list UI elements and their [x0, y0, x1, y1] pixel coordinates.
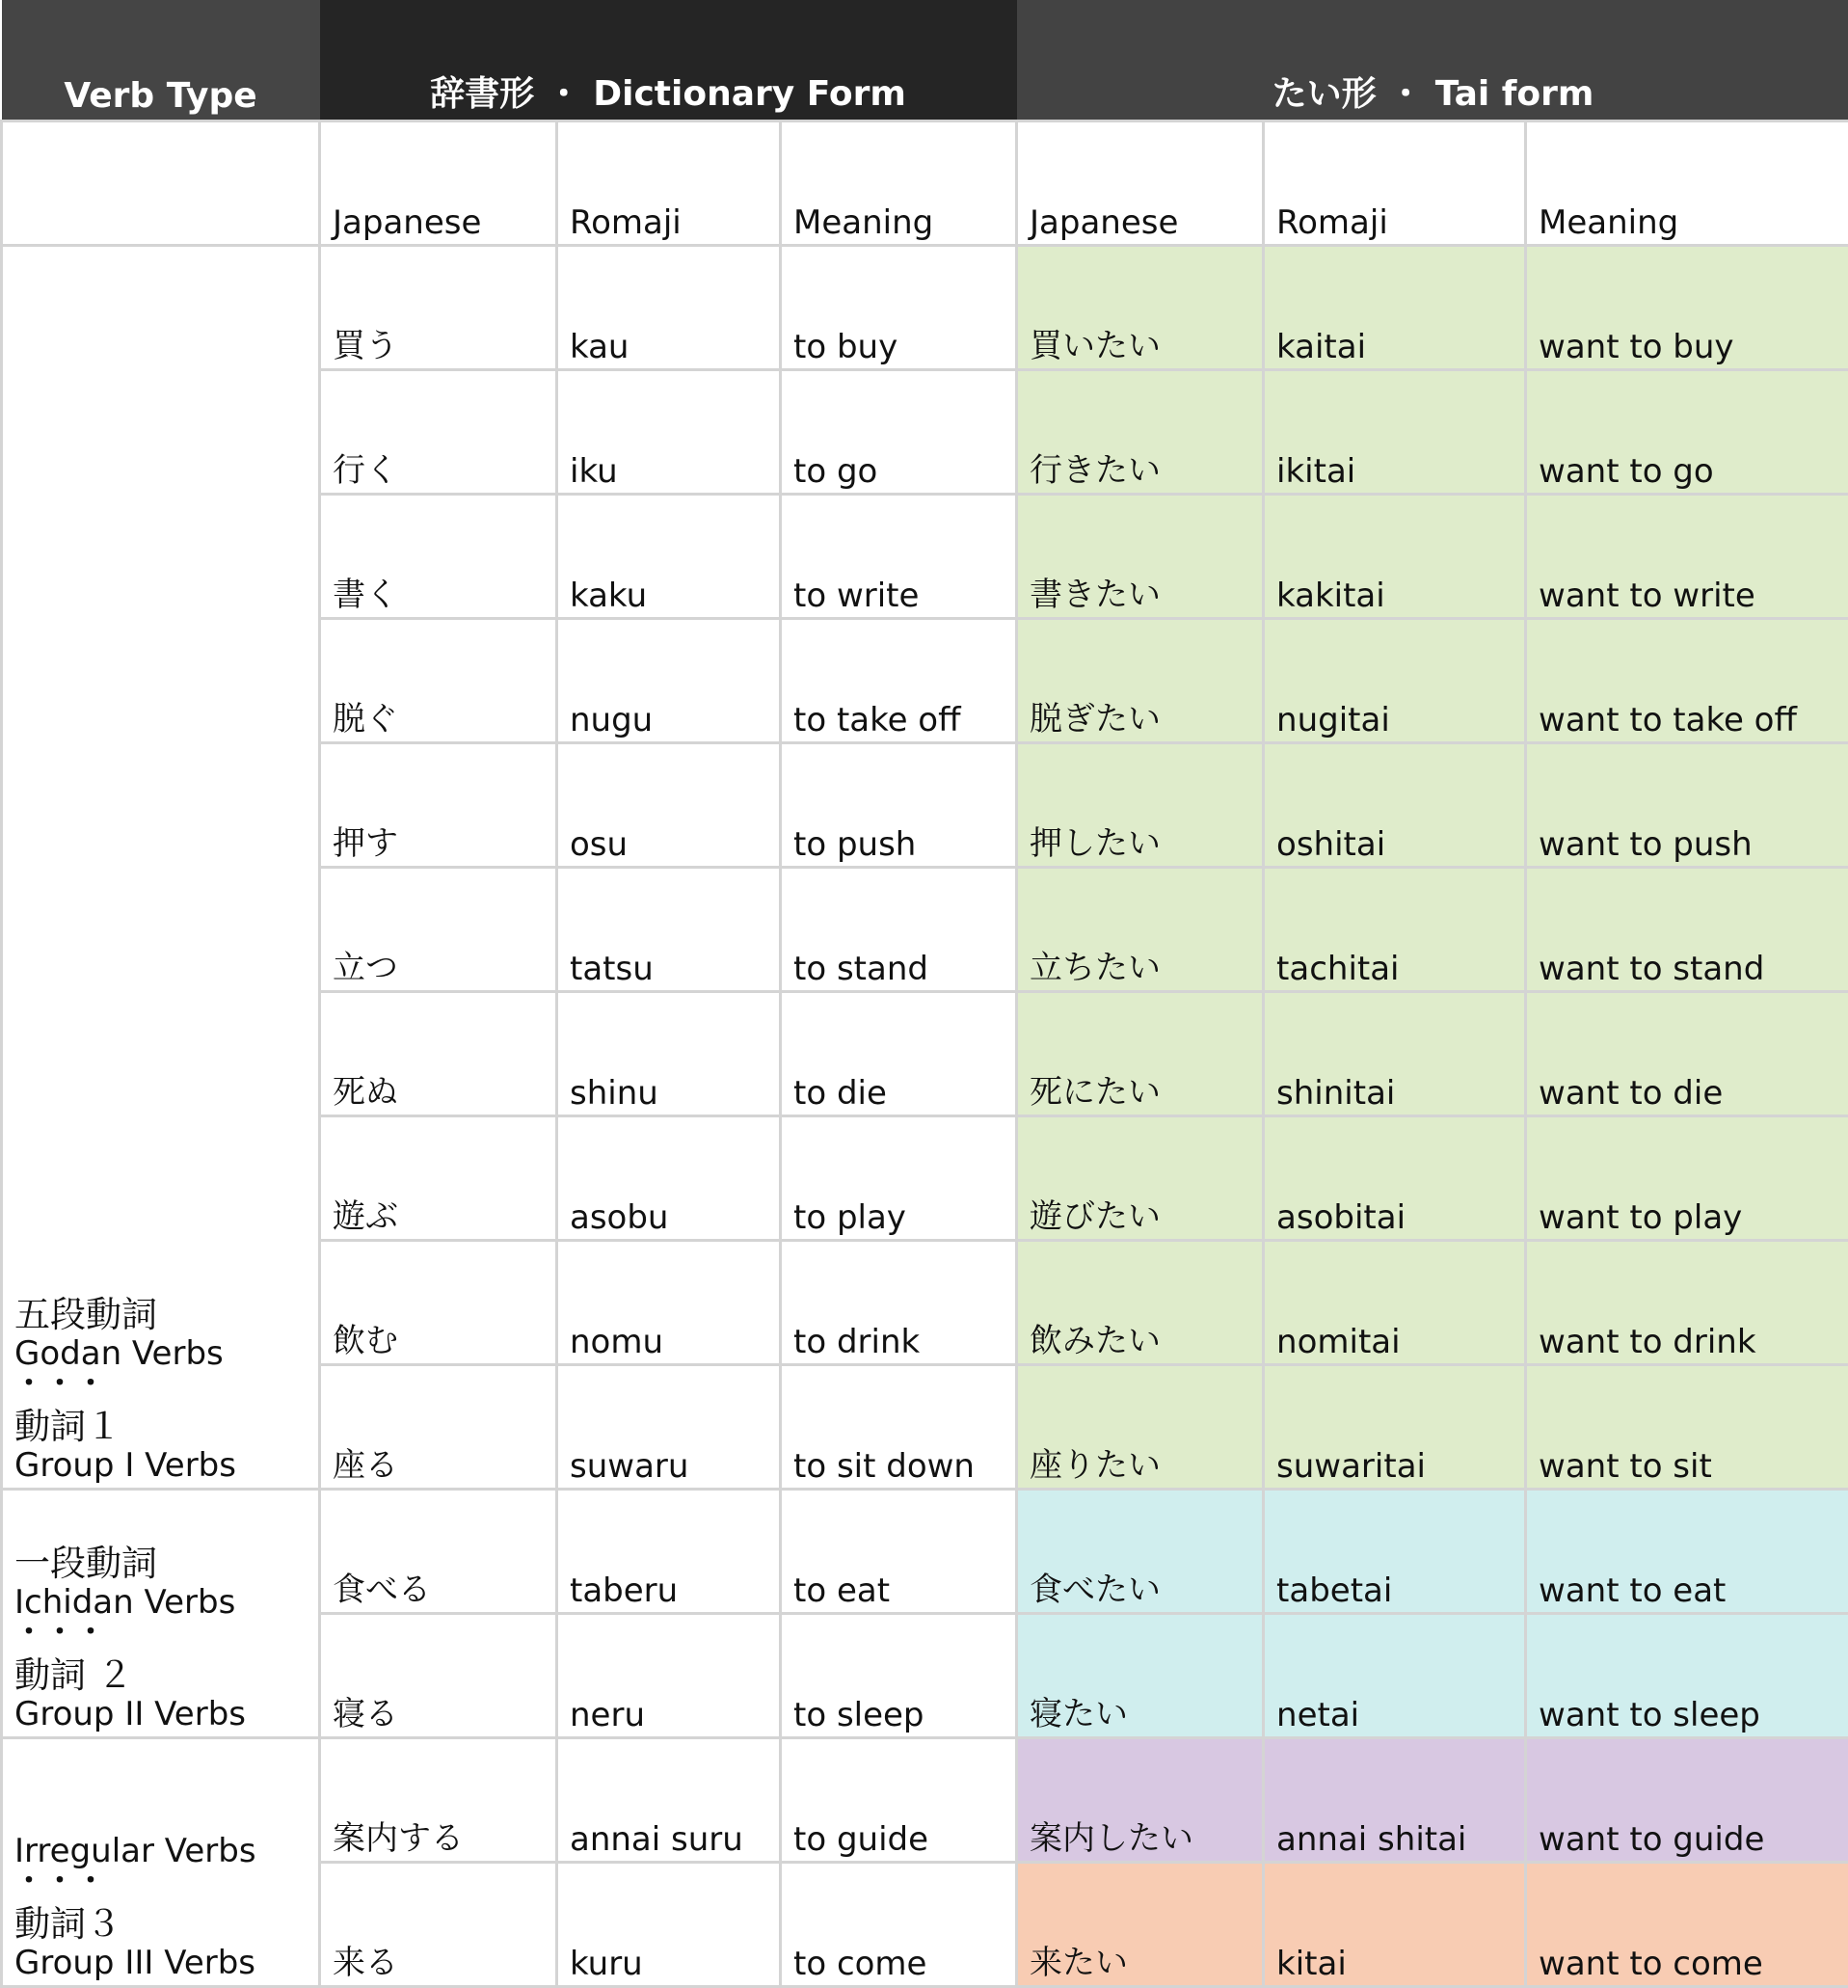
verb-type-line: Godan Verbs — [14, 1334, 318, 1374]
dict-japanese-cell: 寝る — [320, 1614, 557, 1738]
tai-meaning-cell: want to eat — [1526, 1490, 1848, 1614]
verb-type-line: Ichidan Verbs — [14, 1583, 318, 1623]
tai-japanese-cell: 脱ぎたい — [1017, 619, 1264, 743]
tai-japanese-cell: 立ちたい — [1017, 868, 1264, 992]
verb-type-line: ・・・ — [14, 1871, 318, 1904]
dict-romaji-cell: nomu — [557, 1241, 781, 1365]
tai-meaning-cell: want to sleep — [1526, 1614, 1848, 1738]
dict-meaning-cell: to guide — [781, 1738, 1017, 1863]
tai-romaji-cell: nomitai — [1264, 1241, 1526, 1365]
verb-type-cell — [2, 1490, 320, 1738]
tai-romaji-cell: suwaritai — [1264, 1365, 1526, 1490]
table-row — [2, 1738, 1848, 1863]
verb-type-line: Group I Verbs — [14, 1446, 318, 1486]
verb-type-line: 動詞 ２ — [14, 1655, 318, 1695]
column-header-tai-japanese: Japanese — [1017, 121, 1264, 246]
tai-romaji-cell: shinitai — [1264, 992, 1526, 1116]
tai-japanese-cell: 座りたい — [1017, 1365, 1264, 1490]
verb-type-line: 五段動詞 — [14, 1295, 318, 1334]
verb-type-line: Group III Verbs — [14, 1944, 318, 1983]
tai-japanese-cell: 買いたい — [1017, 246, 1264, 370]
tai-meaning-cell: want to buy — [1526, 246, 1848, 370]
tai-meaning-cell: want to push — [1526, 743, 1848, 868]
dict-meaning-cell: to drink — [781, 1241, 1017, 1365]
dict-meaning-cell: to sleep — [781, 1614, 1017, 1738]
verb-type-line: Group II Verbs — [14, 1695, 318, 1734]
dict-romaji-cell: annai suru — [557, 1738, 781, 1863]
dict-meaning-cell: to push — [781, 743, 1017, 868]
column-header-dict-japanese: Japanese — [320, 121, 557, 246]
column-header-row — [2, 121, 1848, 246]
verb-type-line: Irregular Verbs — [14, 1832, 318, 1871]
tai-romaji-cell: tachitai — [1264, 868, 1526, 992]
dict-romaji-cell: iku — [557, 370, 781, 495]
dict-japanese-cell: 案内する — [320, 1738, 557, 1863]
tai-japanese-cell: 遊びたい — [1017, 1116, 1264, 1241]
tai-japanese-cell: 行きたい — [1017, 370, 1264, 495]
tai-romaji-cell: kaitai — [1264, 246, 1526, 370]
dict-japanese-cell: 書く — [320, 495, 557, 619]
verb-type-line: 一段動詞 — [14, 1544, 318, 1583]
dict-meaning-cell: to stand — [781, 868, 1017, 992]
dict-romaji-cell: nugu — [557, 619, 781, 743]
tai-romaji-cell: tabetai — [1264, 1490, 1526, 1614]
dict-romaji-cell: shinu — [557, 992, 781, 1116]
dict-meaning-cell: to come — [781, 1863, 1017, 1987]
dict-meaning-cell: to eat — [781, 1490, 1017, 1614]
tai-romaji-cell: kitai — [1264, 1863, 1526, 1987]
dict-japanese-cell: 立つ — [320, 868, 557, 992]
table-row — [2, 246, 1848, 370]
dict-japanese-cell: 食べる — [320, 1490, 557, 1614]
tai-japanese-cell: 食べたい — [1017, 1490, 1264, 1614]
dictionary-form-header: 辞書形 ・ Dictionary Form — [320, 0, 1017, 121]
tai-meaning-cell: want to come — [1526, 1863, 1848, 1987]
header-row — [2, 0, 1848, 121]
tai-form-header: たい形 ・ Tai form — [1017, 0, 1848, 121]
tai-romaji-cell: kakitai — [1264, 495, 1526, 619]
dict-japanese-cell: 行く — [320, 370, 557, 495]
dict-romaji-cell: asobu — [557, 1116, 781, 1241]
verb-type-cell — [2, 1738, 320, 1987]
dict-japanese-cell: 来る — [320, 1863, 557, 1987]
dict-meaning-cell: to play — [781, 1116, 1017, 1241]
dict-romaji-cell: suwaru — [557, 1365, 781, 1490]
table-row — [2, 1490, 1848, 1614]
tai-japanese-cell: 飲みたい — [1017, 1241, 1264, 1365]
tai-japanese-cell: 押したい — [1017, 743, 1264, 868]
dict-romaji-cell: taberu — [557, 1490, 781, 1614]
tai-romaji-cell: netai — [1264, 1614, 1526, 1738]
dict-japanese-cell: 脱ぐ — [320, 619, 557, 743]
dict-japanese-cell: 押す — [320, 743, 557, 868]
tai-romaji-cell: annai shitai — [1264, 1738, 1526, 1863]
dict-japanese-cell: 飲む — [320, 1241, 557, 1365]
dict-japanese-cell: 遊ぶ — [320, 1116, 557, 1241]
tai-meaning-cell: want to drink — [1526, 1241, 1848, 1365]
dict-meaning-cell: to take off — [781, 619, 1017, 743]
tai-meaning-cell: want to take off — [1526, 619, 1848, 743]
dict-romaji-cell: kuru — [557, 1863, 781, 1987]
dict-romaji-cell: neru — [557, 1614, 781, 1738]
dict-meaning-cell: to die — [781, 992, 1017, 1116]
verb-type-line: ・・・ — [14, 1374, 318, 1407]
verb-type-cell — [2, 246, 320, 1490]
dict-japanese-cell: 死ぬ — [320, 992, 557, 1116]
dict-romaji-cell: kaku — [557, 495, 781, 619]
verb-type-line: ・・・ — [14, 1623, 318, 1655]
tai-romaji-cell: ikitai — [1264, 370, 1526, 495]
tai-romaji-cell: asobitai — [1264, 1116, 1526, 1241]
column-header-dict-meaning: Meaning — [781, 121, 1017, 246]
tai-meaning-cell: want to die — [1526, 992, 1848, 1116]
dict-romaji-cell: tatsu — [557, 868, 781, 992]
tai-meaning-cell: want to go — [1526, 370, 1848, 495]
tai-meaning-cell: want to play — [1526, 1116, 1848, 1241]
tai-meaning-cell: want to guide — [1526, 1738, 1848, 1863]
dict-meaning-cell: to sit down — [781, 1365, 1017, 1490]
tai-meaning-cell: want to sit — [1526, 1365, 1848, 1490]
tai-japanese-cell: 死にたい — [1017, 992, 1264, 1116]
tai-meaning-cell: want to stand — [1526, 868, 1848, 992]
verb-type-header: Verb Type — [2, 0, 320, 121]
dict-japanese-cell: 買う — [320, 246, 557, 370]
verb-type-line: 動詞３ — [14, 1904, 318, 1944]
tai-romaji-cell: nugitai — [1264, 619, 1526, 743]
dict-japanese-cell: 座る — [320, 1365, 557, 1490]
tai-japanese-cell: 寝たい — [1017, 1614, 1264, 1738]
table-body — [2, 246, 1848, 1987]
dict-romaji-cell: osu — [557, 743, 781, 868]
tai-romaji-cell: oshitai — [1264, 743, 1526, 868]
dict-meaning-cell: to buy — [781, 246, 1017, 370]
tai-japanese-cell: 書きたい — [1017, 495, 1264, 619]
column-header-tai-meaning: Meaning — [1526, 121, 1848, 246]
column-header-dict-romaji: Romaji — [557, 121, 781, 246]
verb-type-line: 動詞１ — [14, 1407, 318, 1446]
dict-meaning-cell: to write — [781, 495, 1017, 619]
column-header-tai-romaji: Romaji — [1264, 121, 1526, 246]
tai-japanese-cell: 来たい — [1017, 1863, 1264, 1987]
blank-header-cell — [2, 121, 320, 246]
dict-romaji-cell: kau — [557, 246, 781, 370]
tai-japanese-cell: 案内したい — [1017, 1738, 1264, 1863]
tai-meaning-cell: want to write — [1526, 495, 1848, 619]
dict-meaning-cell: to go — [781, 370, 1017, 495]
